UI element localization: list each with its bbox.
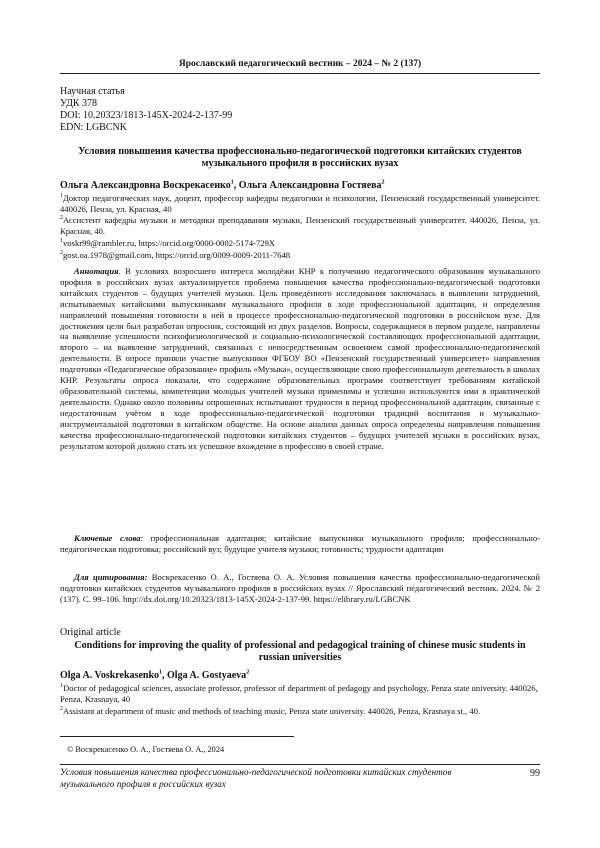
copyright: © Воскрекасенко О. А., Гостяева О. А., 2024 [67, 745, 225, 754]
keywords-label: Ключевые слова [74, 533, 141, 543]
article-type: Научная статья [60, 86, 125, 97]
citation-label: Для цитирования: [74, 572, 148, 582]
authors-en: Olga A. Voskrekasenko$^1$, Olga A. Gostyaeva$^2$ [60, 669, 250, 681]
abstract [60, 266, 540, 451]
affiliation-en-2: $^2$Assistant at department of music and methods of teaching music, Penza state university. 440026, Penza, Krasnaya st., 40. [60, 706, 481, 716]
authors-ru: Ольга Александровна Воскрекасенко$^1$, Ольга Александровна Гостяева$^2$ [60, 179, 385, 191]
edn: EDN: LGBCNK [60, 122, 127, 133]
citation [60, 572, 540, 605]
footer-running-title: Условия повышения качества профессионально-педагогической подготовки китайских студентов музыкального профиля в российских вузах [60, 768, 452, 790]
page-number: 99 [530, 768, 540, 779]
keywords-text: : профессиональная адаптация; китайские выпускники музыкального профиля; профессионально-педагогическая подготовка; российский вуз; будущие учителя музыки; готовность; трудности адаптации [60, 533, 541, 554]
author-2: Ольга Александровна Гостяева [238, 180, 382, 191]
affiliation-ru-1: $^1$Доктор педагогических наук, доцент, профессор кафедры педагогики и психологии, Пензенский государственный университет. 440026, Пенза, ул. Красная, 40 [60, 193, 540, 214]
abstract-text: . В условиях возросшего интереса молодёжи КНР к получению педагогического образования музыкального профиля в российских вузах актуализируется проблема повышения качества профессионально-педагогической подготовки китайских студентов – будущих учителей музыки. Цель проведённого исследования заключалась в выявлении затруднений, испытываемых китайскими выпускниками музыкального профиля в ходе профессиональной адаптации, и определения направлений повышения готовности к ней в процессе профессионально-педагогической подготовки в российском вузе. Для достижения цели был разработан опросник, состоящий из двух разделов. Вопросы, содержащиеся в первом разделе, направлены на выявление успешности психофизиологической и социально-психологической составляющих профессиональной адаптации, второго – на выявление затруднений, связанных с непосредственным освоением самой профессионально-педагогической деятельности. В опросе приняли участие выпускники ФГБОУ ВО «Пензенский государственный университет» направления подготовки «Педагогическое образование» профиль «Музыка», осуществляющие свою профессиональную деятельность в школах КНР. Результаты опроса показали, что содержание образовательных программ соответствует требованиям китайской образовательной системы, компетенции молодых учителей музыки применимы и успешно используются ими в практической деятельности. Однако около половины опрошенных испытывают трудности в период профессиональной адаптации, связанные с недостаточным учётом в ходе профессионально-педагогической подготовки традиций воспитания и музыкально-инструментальной подготовки в китайском обществе. На основе анализа данных опроса определены направления повышения качества профессионально-педагогической подготовки китайских студентов – будущих учителей музыки в российских вузах, результатом которой должно стать их успешное вхождение в профессию в своей стране. [60, 266, 540, 451]
doi: DOI: 10.20323/1813-145X-2024-2-137-99 [60, 110, 233, 121]
footnote-rule [60, 736, 294, 737]
author-en-2: Olga A. Gostyaeva [167, 670, 247, 681]
footer-rule [60, 764, 540, 765]
keywords [60, 533, 540, 555]
abstract-label: Аннотация [74, 266, 119, 276]
header-rule [60, 73, 540, 74]
journal-header: Ярославский педагогический вестник – 2024 – № 2 (137) [178, 59, 422, 69]
contact-1: $^1$voskr99@rambler.ru, https://orcid.org/0000-0002-5174-729X [60, 238, 276, 248]
original-article-label: Original article [60, 627, 121, 638]
affiliation-ru-2: $^2$Ассистент кафедры музыки и методики преподавания музыки, Пензенский государственный университет. 440026, Пенза, ул. Красная, 40. [60, 215, 540, 236]
citation-text: Воскрекасенко О. А., Гостяева О. А. Условия повышения качества профессионально-педагогической подготовки китайских студентов музыкального профиля в российских вузах // Ярославский педагогический вестник. 2024. № 2 (137). С. 99–106. http://dx.doi.org/10.20323/1813-145X-2024-2-137-99. https://elibrary.ru/LGBCNK [60, 572, 541, 604]
affiliation-en-1: $^1$Doctor of pedagogical sciences, associate professor, professor of department of pedagogy and psychology, Penza state university. 440026, Penza, Krasnaya, 40 [60, 683, 538, 704]
author-1: Ольга Александровна Воскрекасенко [60, 180, 231, 191]
author-en-1: Olga A. Voskrekasenko [60, 670, 160, 681]
title-ru: Условия повышения качества профессионально-педагогической подготовки китайских студентов музыкального профиля в российских вузах [78, 146, 522, 169]
udk: УДК 378 [60, 98, 98, 109]
contact-2: $^2$gost.oa.1978@gmail.com, https://orcid.org/0009-0009-2011-7648 [60, 250, 291, 260]
article-meta [60, 86, 232, 134]
title-en: Conditions for improving the quality of professional and pedagogical training of chinese music students in russian universities [74, 640, 526, 663]
